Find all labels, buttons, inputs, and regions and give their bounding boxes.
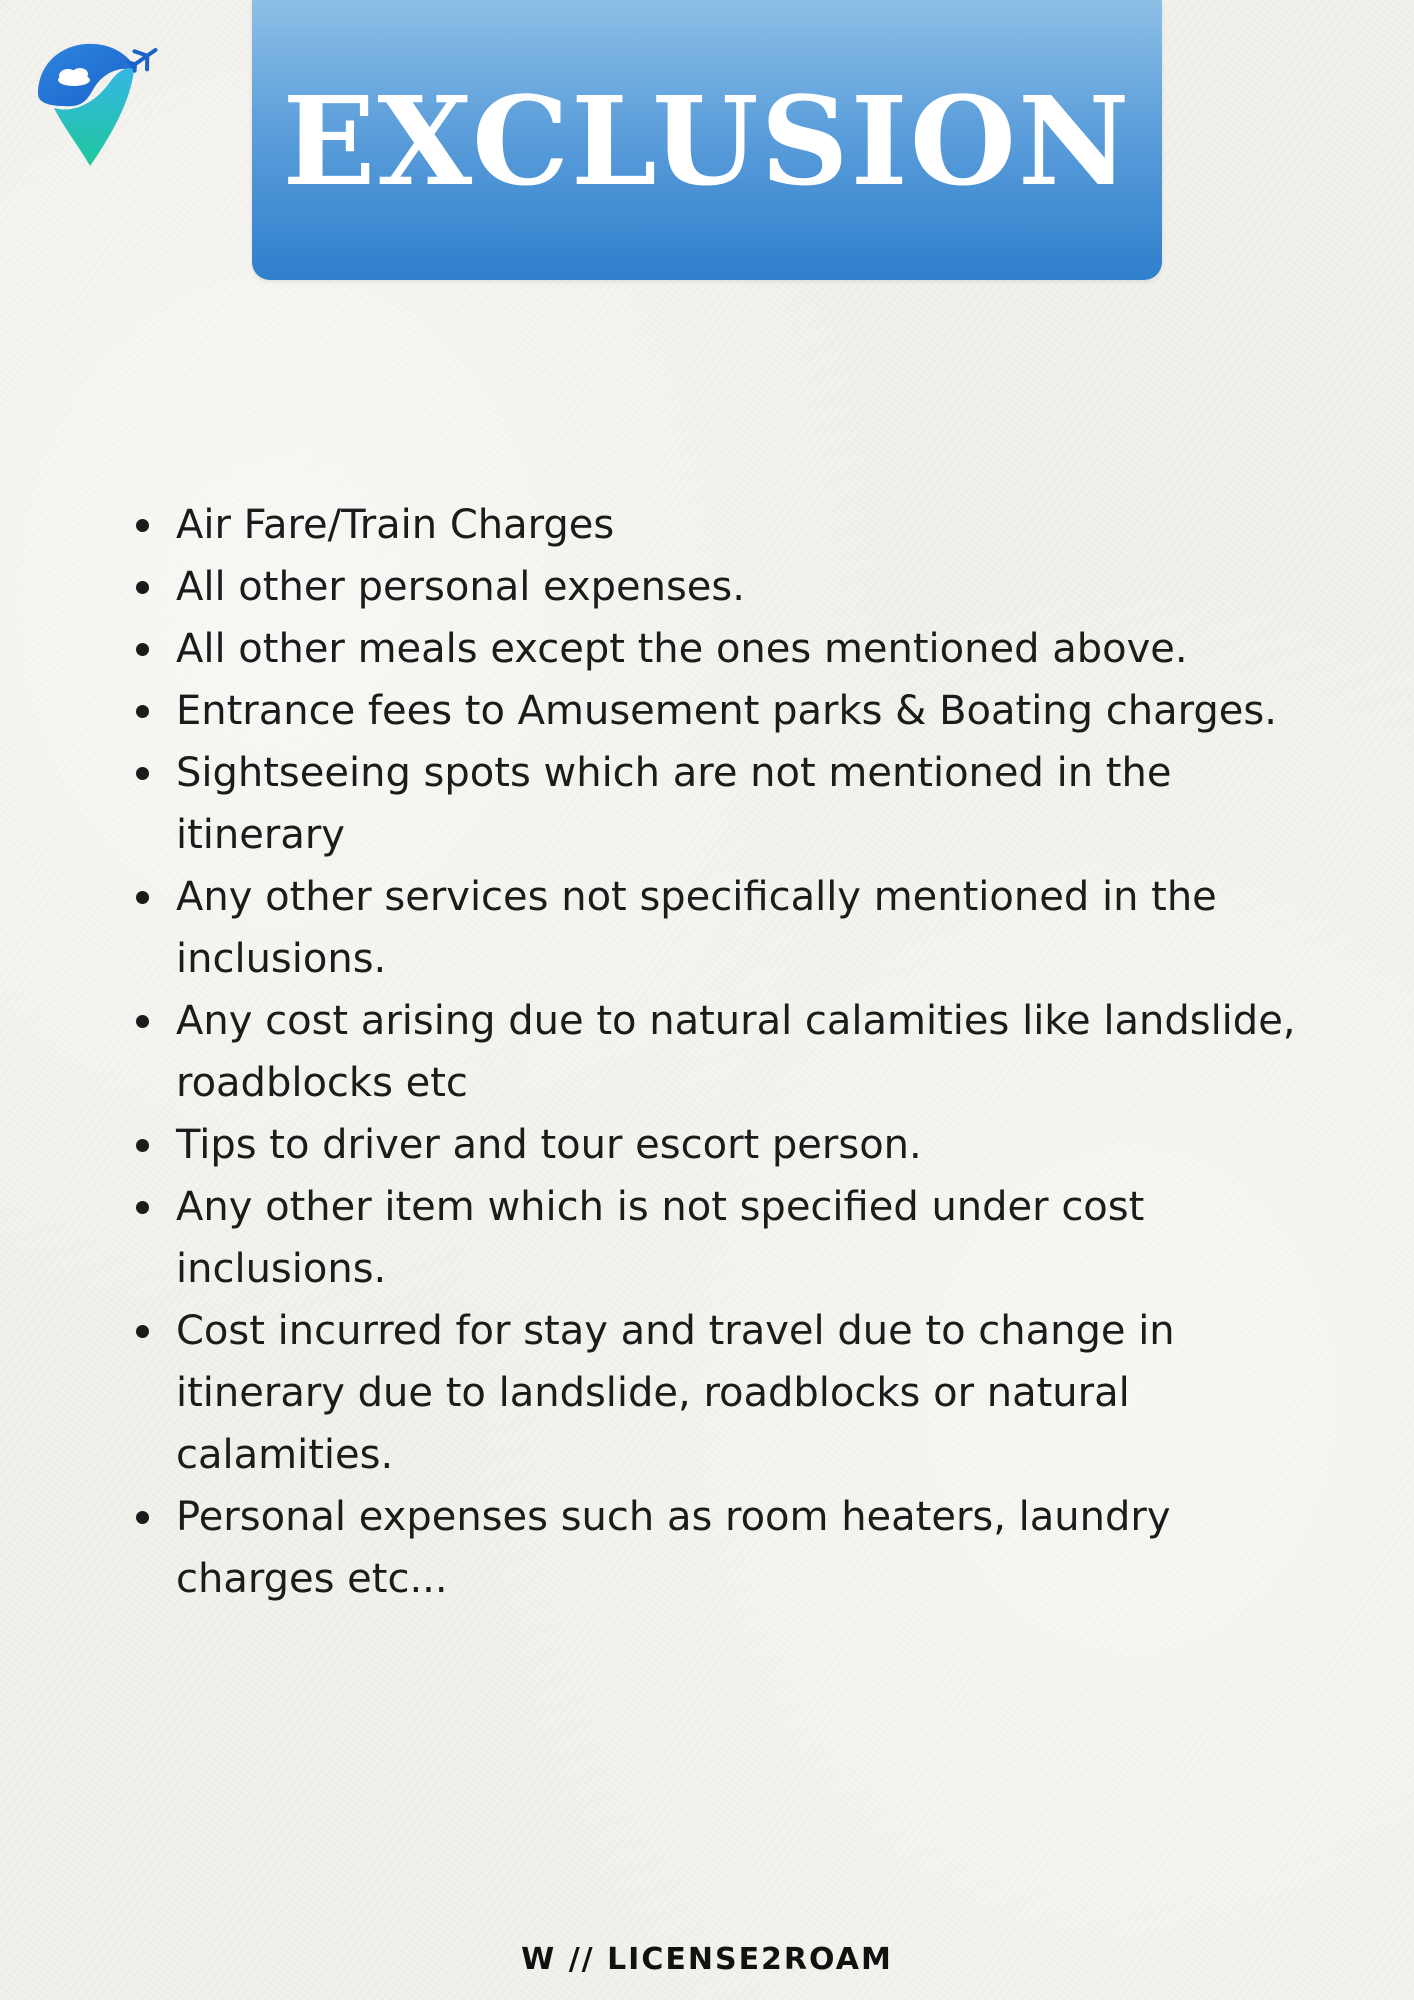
brand-logo — [34, 36, 164, 171]
exclusion-list — [136, 494, 1316, 1610]
travel-pin-plane-icon — [34, 36, 164, 171]
bullet-icon — [136, 1201, 149, 1214]
exclusion-item — [136, 1300, 1316, 1486]
bullet-icon — [136, 1511, 149, 1524]
bullet-icon — [136, 519, 149, 532]
bullet-icon — [136, 1325, 149, 1338]
page-title: EXCLUSION — [282, 69, 1132, 213]
exclusion-item-text: All other meals except the ones mentioned above. — [176, 626, 1188, 672]
bullet-icon — [136, 1139, 149, 1152]
exclusion-item-text: Entrance fees to Amusement parks & Boating charges. — [176, 688, 1277, 734]
footer-website: W // LICENSE2ROAM — [521, 1942, 893, 1977]
bullet-icon — [136, 891, 149, 904]
bullet-icon — [136, 581, 149, 594]
exclusion-item — [136, 494, 1316, 556]
exclusion-item-text: Any other services not specifically mentioned in the inclusions. — [176, 874, 1217, 982]
bullet-icon — [136, 643, 149, 656]
exclusion-item — [136, 1176, 1316, 1300]
exclusion-item-text: Cost incurred for stay and travel due to change in itinerary due to landslide, roadblocks or natural calamities. — [176, 1308, 1175, 1478]
exclusion-item — [136, 742, 1316, 866]
exclusion-item-text: Air Fare/Train Charges — [176, 502, 615, 548]
exclusion-item-text: Personal expenses such as room heaters, laundry charges etc... — [176, 1494, 1171, 1602]
exclusion-item — [136, 556, 1316, 618]
exclusion-item-text: Tips to driver and tour escort person. — [176, 1122, 922, 1168]
exclusion-item — [136, 680, 1316, 742]
exclusion-item — [136, 1114, 1316, 1176]
exclusion-item — [136, 866, 1316, 990]
title-banner — [252, 0, 1162, 280]
exclusion-item — [136, 1486, 1316, 1610]
exclusion-item-text: All other personal expenses. — [176, 564, 745, 610]
exclusion-item-text: Sightseeing spots which are not mentioned in the itinerary — [176, 750, 1172, 858]
exclusion-item — [136, 618, 1316, 680]
bullet-icon — [136, 1015, 149, 1028]
bullet-icon — [136, 767, 149, 780]
exclusion-item-text: Any cost arising due to natural calamities like landslide, roadblocks etc — [176, 998, 1296, 1106]
exclusion-item — [136, 990, 1316, 1114]
bullet-icon — [136, 705, 149, 718]
exclusion-item-text: Any other item which is not specified under cost inclusions. — [176, 1184, 1145, 1292]
